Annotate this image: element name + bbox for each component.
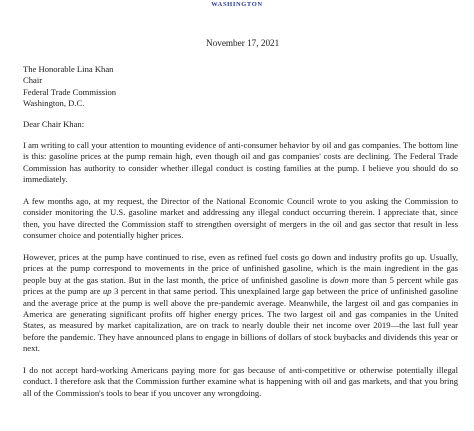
paragraph-2: A few months ago, at my request, the Director of the National Economic Council wrote to you asking the Commission to consider monitoring the U.S. gasoline market and addressing any illegal conduct occurring therein. I appreciate that, since then, you have directed the Commission staff to strengthen oversight of mergers in the oil and gas sector that result in less consumer choice and potentially higher prices. bbox=[23, 196, 458, 241]
paragraph-4: I do not accept hard-working Americans paying more for gas because of anti-competitive or otherwise potentially illegal conduct. I therefore ask that the Commission further examine what is happening with oil and gas markets, and that you bring all of the Commission's tools to bear if you uncover any wrongdoing. bbox=[23, 365, 458, 398]
paragraph-3 bbox=[23, 252, 458, 355]
recipient-organization: Federal Trade Commission bbox=[23, 86, 117, 97]
recipient-title: Chair bbox=[23, 75, 43, 86]
salutation: Dear Chair Khan: bbox=[23, 119, 85, 129]
letter-date: November 17, 2021 bbox=[206, 38, 280, 48]
emphasis-up: up bbox=[102, 286, 112, 297]
paragraph-1: I am writing to call your attention to mounting evidence of anti-consumer behavior by oil and gas companies. The bottom line is this: gasoline prices at the pump remain high, even though oil and gas companies' costs are declining. The Federal Trade Commission has authority to consider whether illegal conduct is costing families at the pump. I believe you should do so immediately. bbox=[23, 140, 458, 185]
paragraph-3-part-3: 3 percent in that same period. This unexplained large gap between the price of unfinished gasoline and the average price at the pump is well above the pre-pandemic average. Meanwhile, the largest oil and gas companies in America are generating significant profits off higher energy prices. The two largest oil and gas companies in the United States, as measured by market capitalization, are on track to nearly double their net income over 2019—the last full year before the pandemic. They have announced plans to engage in billions of dollars of stock buybacks and dividends this year or next. bbox=[23, 286, 458, 354]
emphasis-down: down bbox=[330, 274, 349, 285]
letter-body bbox=[23, 140, 458, 410]
letterhead: WASHINGTON bbox=[211, 1, 263, 8]
recipient-name: The Honorable Lina Khan bbox=[23, 64, 114, 74]
recipient-address bbox=[23, 64, 116, 110]
paragraph-3-part-1: However, prices at the pump have continued to rise, even as refined fuel costs go down and industry profits go up. Usually, prices at the pump correspond to movements in the price of unfinished gasoline, which is the main ingredient in the gas people buy at the gas station. But in the last month, the price of unfinished gasoline is bbox=[23, 252, 458, 285]
recipient-location: Washington, D.C. bbox=[23, 98, 85, 109]
paragraph-3-part-2: more than 5 percent while gas prices at the pump are bbox=[23, 274, 458, 297]
